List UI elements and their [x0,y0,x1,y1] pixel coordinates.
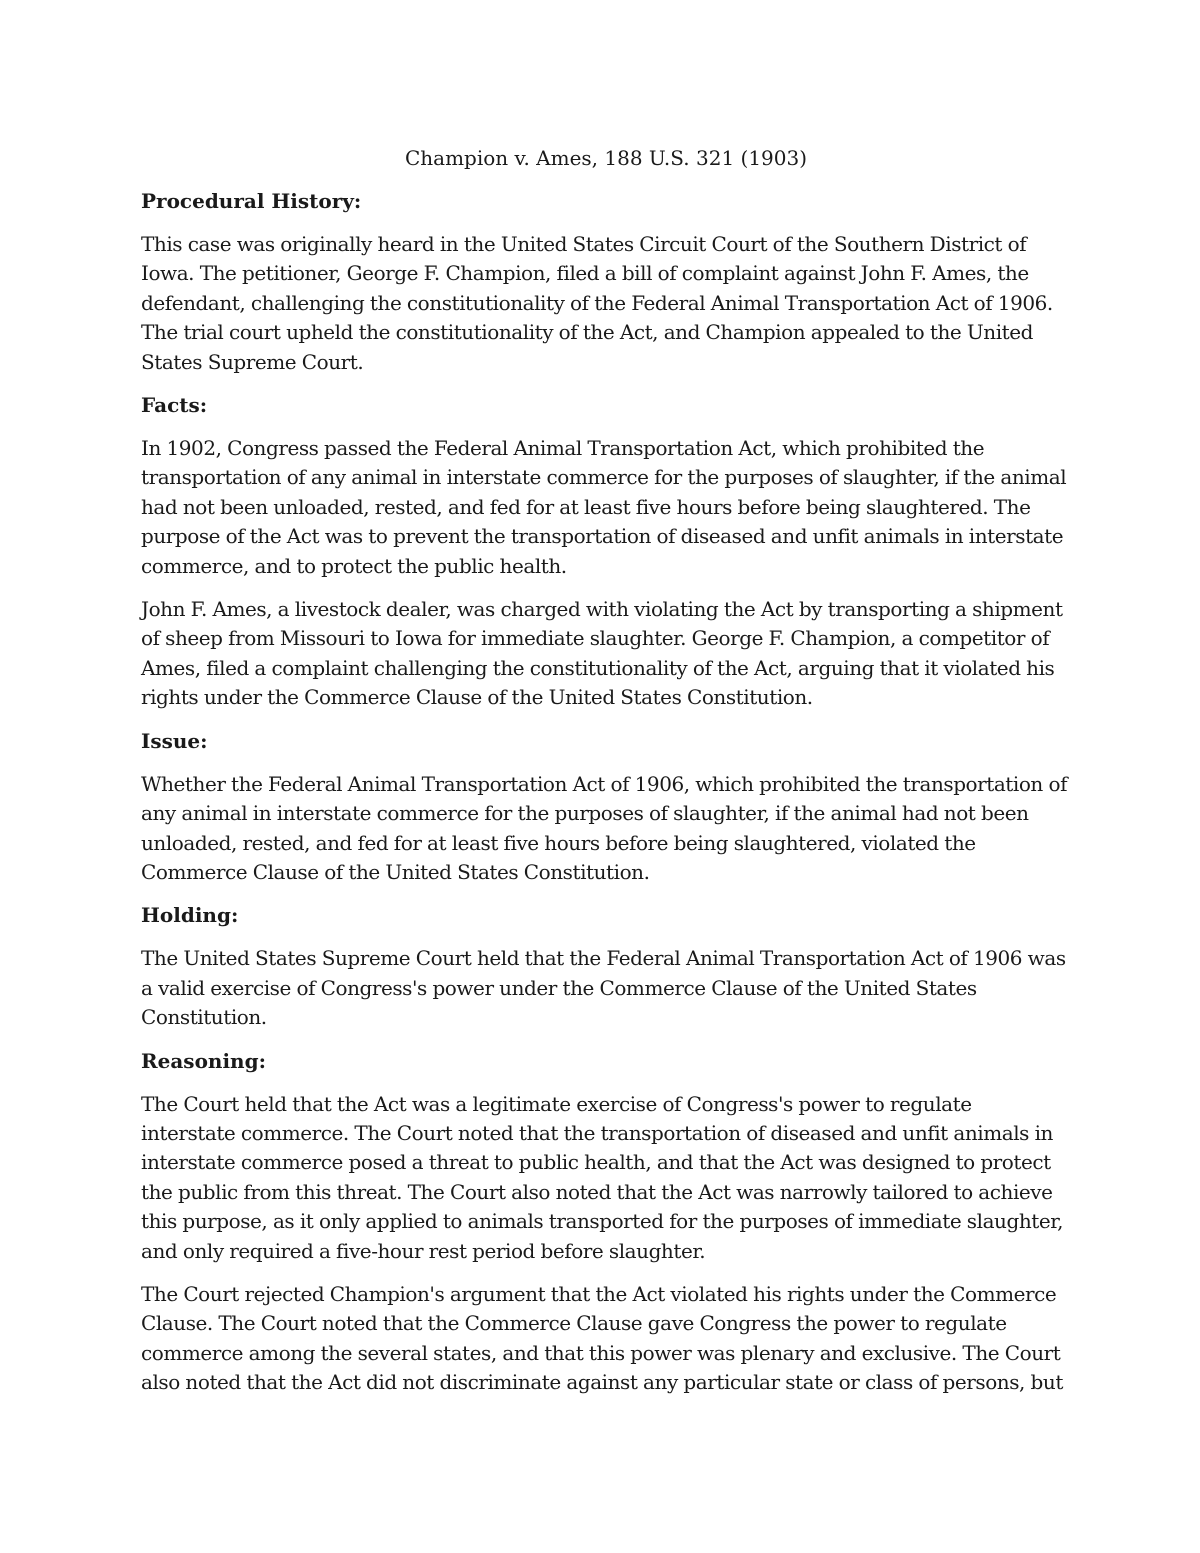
facts-heading: Facts: [141,393,208,418]
procedural-history-heading: Procedural History: [141,189,362,213]
facts-paragraph-1: In 1902, Congress passed the Federal Animal Transportation Act, which prohibited the transportation of any animal in interstate commerce for the purposes of slaughter, if the animal had not been unloaded, rested, and fed for at least five hours before being slaughtered. The purpose of the Act was to prevent the transportation of diseased and unfit animals in interstate commerce, and to protect the public health. [141,436,1067,578]
facts-paragraph-2: John F. Ames, a livestock dealer, was charged with violating the Act by transporting a shipment of sheep from Missouri to Iowa for immediate slaughter. George F. Champion, a competitor of Ames, filed a complaint challenging the constitutionality of the Act, arguing that it violated his rights under the Commerce Clause of the United States Constitution. [141,597,1063,710]
holding-heading: Holding: [141,903,239,928]
holding-paragraph: The United States Supreme Court held that the Federal Animal Transportation Act of 1906 was a valid exercise of Congress's power under the Commerce Clause of the United States Constitution. [141,946,1066,1030]
reasoning-paragraph-2: The Court rejected Champion's argument that the Act violated his rights under the Commerce Clause. The Court noted that the Commerce Clause gave Congress the power to regulate commerce among the several states, and that this power was plenary and exclusive. The Court also noted that the Act did not discriminate against any particular state or class of persons, but [141,1281,1063,1395]
issue-heading: Issue: [141,728,208,753]
reasoning-heading: Reasoning: [141,1048,266,1073]
procedural-history-paragraph: This case was originally heard in the United States Circuit Court of the Southern District of Iowa. The petitioner, George F. Champion, filed a bill of complaint against John F. Ames, the defendant, challenging the constitutionality of the Federal Animal Transportation Act of 1906. The trial court upheld the constitutionality of the Act, and Champion appealed to the United States Supreme Court. [141,232,1053,374]
document-title: Champion v. Ames, 188 U.S. 321 (1903) [404,146,808,170]
document-body [141,144,1071,1412]
issue-paragraph: Whether the Federal Animal Transportation Act of 1906, which prohibited the transportation of any animal in interstate commerce for the purposes of slaughter, if the animal had not been unloaded, rested, and fed for at least five hours before being slaughtered, violated the Commerce Clause of the United States Constitution. [141,771,1068,884]
reasoning-paragraph-1: The Court held that the Act was a legitimate exercise of Congress's power to regulate interstate commerce. The Court noted that the transportation of diseased and unfit animals in interstate commerce posed a threat to public health, and that the Act was designed to protect the public from this threat. The Court also noted that the Act was narrowly tailored to achieve this purpose, as it only applied to animals transported for the purposes of immediate slaughter, and only required a five-hour rest period before slaughter. [141,1091,1064,1263]
